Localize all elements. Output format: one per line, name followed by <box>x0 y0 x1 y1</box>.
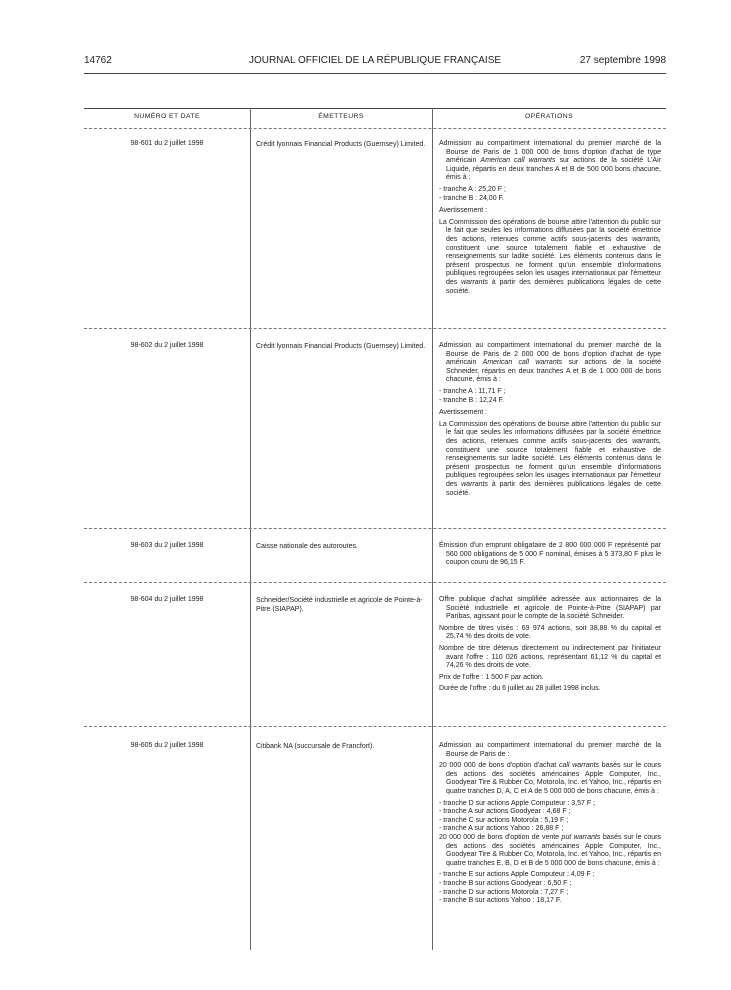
list-item: - tranche A sur actions Goodyear : 4,68 F ; <box>439 808 571 816</box>
operation-text <box>439 542 661 571</box>
list-item: - tranche B sur actions Goodyear : 6,50 F ; <box>439 879 572 887</box>
warning-label: Avertissement : <box>439 207 488 215</box>
row-separator <box>84 528 666 529</box>
page-header <box>84 55 666 69</box>
row-separator <box>84 726 666 727</box>
issuer: Schneider/Société industrielle et agricole de Pointe-à-Pitre (SIAPAP). <box>256 597 423 613</box>
list-item: - tranche B : 24,00 F. <box>439 194 504 202</box>
operation-number: 98-601 du 2 juillet 1998 <box>130 140 204 147</box>
operation-text <box>439 742 661 906</box>
list-item: - tranche E sur actions Apple Computeur : 4,09 F ; <box>439 871 595 879</box>
operation-number: 98-602 du 2 juillet 1998 <box>130 342 204 349</box>
issuer: Crédit lyonnais Financial Products (Guernsey) Limited. <box>256 141 426 148</box>
list-item: - tranche D sur actions Motorola : 7,27 F ; <box>439 888 569 896</box>
list-item: - tranche C sur actions Motorola : 5,19 F ; <box>439 816 569 824</box>
operation-number: 98-604 du 2 juillet 1998 <box>130 596 204 603</box>
page-number: 14762 <box>84 55 112 66</box>
operation-text <box>439 140 661 299</box>
operation-paragraph: Nombre de titre détenus directement ou indirectement par l'initiateur avant l'offre : 110 026 actions, représentant 61,12 % du capital et 74,26 % des droits de vote. <box>439 644 661 670</box>
operation-paragraph: 20 000 000 de bons d'option de vente put warrants basés sur le cours des actions des sociétés américaines Apple Computer, Inc., Goodyear Tire & Rubber Co, Motorola, Inc. et Yahoo, Inc., répartis en quatre tranches E, B, D et B de 5 000 000 de bons chacune, émis à : <box>439 833 661 867</box>
issuer: Caisse nationale des autoroutes. <box>256 543 358 550</box>
operation-paragraph: Admission au compartiment international du premier marché de la Bourse de Paris de 2 000 000 de bons d'option d'achat de type américain American call warrants sur actions de la société Schneider, répartis en deux tranches A et B de 1 000 000 de bons chacune, émis à : <box>439 342 661 384</box>
operation-paragraph: Nombre de titres visés : 69 974 actions, soit 38,88 % du capital et 25,74 % des droits de vote. <box>439 624 661 641</box>
journal-title: JOURNAL OFFICIEL DE LA RÉPUBLIQUE FRANÇAISE <box>248 55 502 66</box>
list-item: - tranche B : 12,24 F. <box>439 396 504 404</box>
warning-paragraph: La Commission des opérations de bourse attire l'attention du public sur le fait que seules les informations diffusées par la société émettrice des actions, retenues comme actifs sous-jacents des warrants, constituent une source totalement fiable et exhaustive de renseignements sur ladite société. Les éléments contenus dans le présent prospectus ne forment qu'un ensemble d'informations publiques regroupées selon les usages internationaux par l'émetteur des warrants à partir des dernières publications légales de cette société. <box>439 218 662 295</box>
table-top-rule <box>84 108 666 109</box>
list-item: - tranche B sur actions Yahoo : 18,17 F. <box>439 897 562 905</box>
column-divider <box>250 108 251 950</box>
header-rule <box>84 73 666 74</box>
column-header-ops: OPÉRATIONS <box>524 113 574 120</box>
operations-table <box>84 108 666 950</box>
column-header-rule <box>84 128 666 129</box>
warning-paragraph: La Commission des opérations de bourse attire l'attention du public sur le fait que seules les informations diffusées par la société émettrice des actions, retenues comme actifs sous-jacents des warrants, constituent une source totalement fiable et exhaustive de renseignements sur ladite société. Les éléments contenus dans le présent prospectus ne forment qu'un ensemble d'informations publiques regroupées selon les usages internationaux par l'émetteur des warrants à partir des dernières publications légales de cette société. <box>439 420 662 497</box>
operation-paragraph: Admission au compartiment international du premier marché de la Bourse de Paris de 1 000 000 de bons d'option d'achat de type américain American call warrants sur actions de la société L'Air Liquide, répartis en deux tranches A et B de 500 000 bons chacune, émis à : <box>439 140 661 182</box>
operation-paragraph: Émission d'un emprunt obligataire de 2 800 000 000 F représenté par 560 000 obligations de 5 000 F nominal, émises à 5 373,80 F plus le coupon couru de 96,15 F. <box>439 542 661 567</box>
operation-paragraph: Offre publique d'achat simplifiée adressée aux actionnaires de la Société industrielle et agricole de Pointe-à-Pitre (SIAPAP) par Paribas, agissant pour le compte de la société Schneider. <box>439 596 661 621</box>
operation-number: 98-603 du 2 juillet 1998 <box>130 542 204 549</box>
operation-paragraph: Prix de l'offre : 1 500 F par action. <box>439 673 544 681</box>
list-item: - tranche A sur actions Yahoo : 26,88 F ; <box>439 825 564 833</box>
list-item: - tranche D sur actions Apple Computeur : 3,57 F ; <box>439 799 596 807</box>
list-item: - tranche A : 11,71 F ; <box>439 387 506 395</box>
issuer: Citibank NA (succursale de Francfort). <box>256 743 375 750</box>
column-header-emit: ÉMETTEURS <box>318 113 364 120</box>
row-separator <box>84 328 666 329</box>
issuer: Crédit lyonnais Financial Products (Guernsey) Limited. <box>256 343 426 350</box>
warning-label: Avertissement : <box>439 409 488 417</box>
row-separator <box>84 582 666 583</box>
issue-date: 27 septembre 1998 <box>579 55 666 66</box>
column-header-num: NUMÉRO ET DATE <box>134 113 200 120</box>
operation-paragraph: 20 000 000 de bons d'option d'achat call warrants basés sur le cours des actions des sociétés américaines Apple Computer, Inc., Goodyear Tire & Rubber Co, Motorola, Inc. et Yahoo, Inc., répartis en quatre tranches D, A, C et A de 5 000 000 de bons chacune, émis à : <box>439 762 661 795</box>
column-divider <box>432 108 433 950</box>
operation-paragraph: Durée de l'offre : du 6 juillet au 28 juillet 1998 inclus. <box>439 685 601 693</box>
operation-number: 98-605 du 2 juillet 1998 <box>130 742 204 749</box>
operation-paragraph: Admission au compartiment international du premier marché de la Bourse de Paris de : <box>439 742 661 758</box>
operation-text <box>439 596 661 697</box>
list-item: - tranche A : 25,20 F ; <box>439 185 506 193</box>
operation-text <box>439 342 661 501</box>
